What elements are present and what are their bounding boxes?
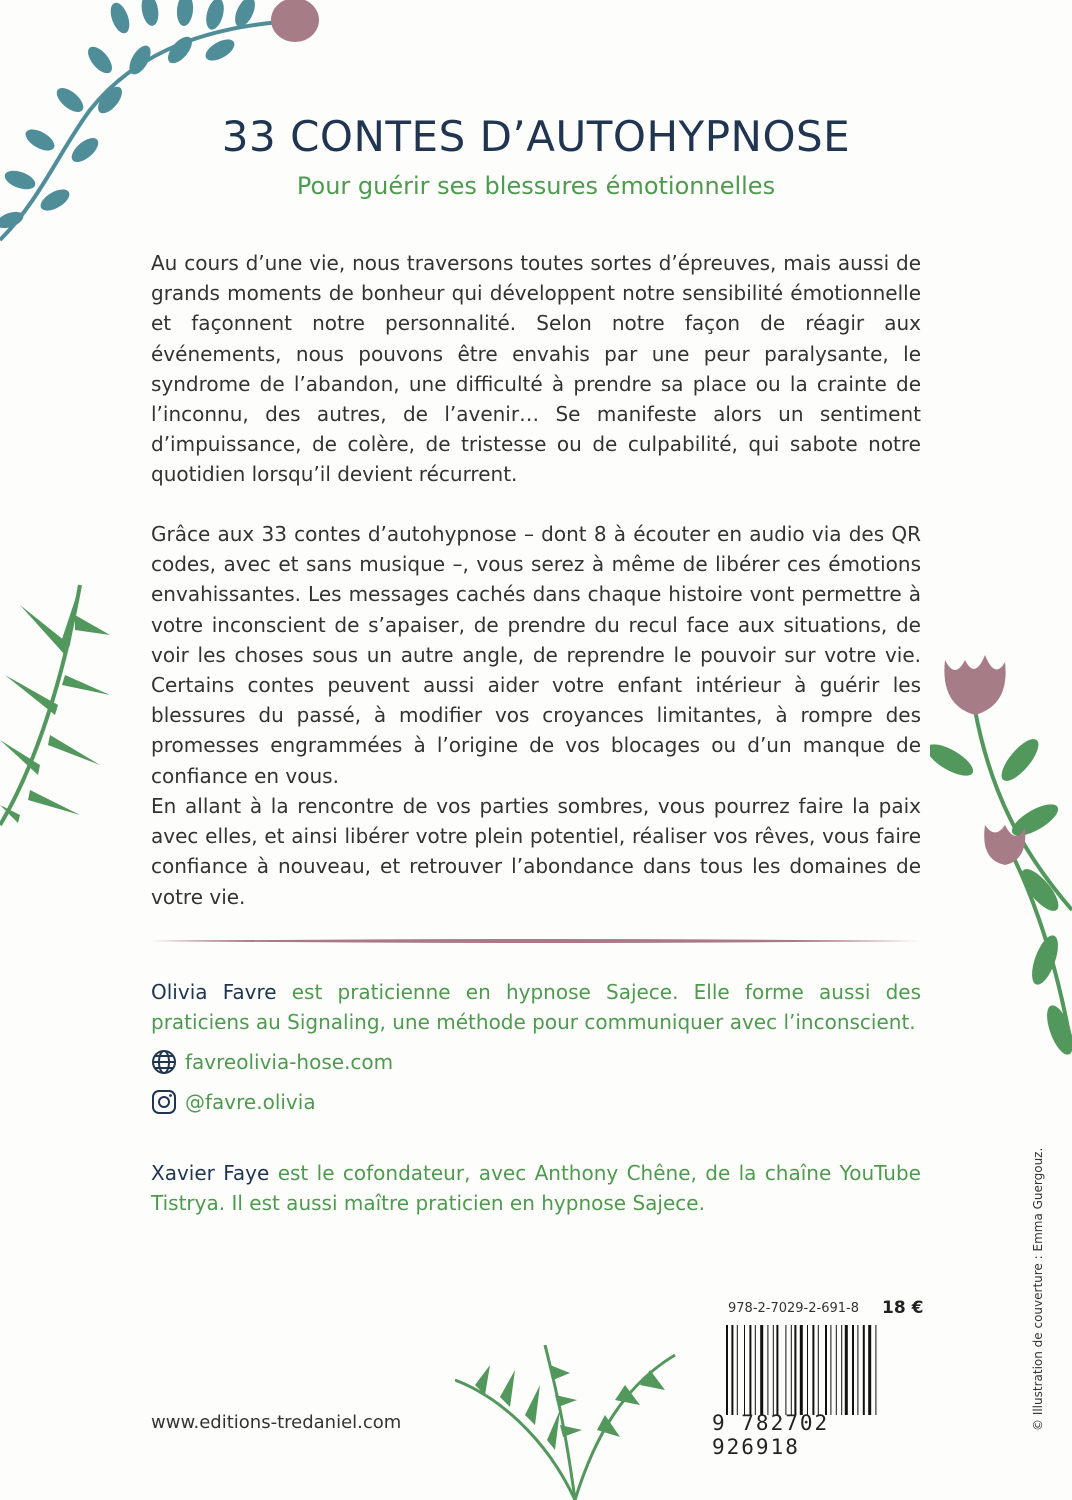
barcode-bar [836,1325,837,1415]
author-name: Xavier Faye [151,1161,270,1185]
barcode [726,1325,922,1415]
illustration-credit: © Illustration de couverture : Emma Guergouz. [1031,1147,1045,1431]
book-subtitle: Pour guérir ses blessures émotionnelles [296,172,776,200]
website-text: favreolivia-hose.com [185,1050,394,1074]
barcode-bar [830,1325,831,1415]
author-website-link[interactable] [151,1047,393,1077]
barcode-bar [785,1325,786,1415]
barcode-bar [755,1325,756,1415]
barcode-bar [791,1325,792,1415]
price-label: 18 € [882,1298,924,1318]
author-bio [151,977,921,1037]
author-name: Olivia Favre [151,980,277,1004]
globe-icon [151,1049,177,1075]
fern-fan-illustration [455,1345,695,1500]
author-bio-text: est le cofondateur, avec Anthony Chêne, de la chaîne YouTube Tistrya. Il est aussi maître praticien en hypnose Sajece. [151,1161,921,1216]
book-title: 33 CONTES D’AUTOHYPNOSE [221,112,851,161]
isbn-number: 978-2-7029-2-691-8 [728,1301,859,1316]
barcode-bar [818,1325,819,1415]
barcode-bar [773,1325,774,1415]
barcode-bar [841,1325,842,1415]
barcode-bar [857,1325,858,1415]
barcode-bar [868,1325,871,1415]
barcode-bar [812,1325,814,1415]
barcode-bar [760,1325,763,1415]
instagram-icon [151,1089,177,1115]
barcode-bar [800,1325,803,1415]
description-paragraph: En allant à la rencontre de vos parties sombres, vous pourrez faire la paix avec elles, et ainsi libérer votre plein potentiel, réaliser vos rêves, vous faire confiance à nouveau, et retrouver l’abondance dans tous les domaines de votre vie. [151,794,921,909]
barcode-bar [737,1325,738,1415]
barcode-bar [731,1325,733,1415]
flower-vine-illustration [930,650,1072,1070]
author-bio-text: est praticienne en hypnose Sajece. Elle forme aussi des praticiens au Signaling, une méthode pour communiquer avec l’inconscient. [151,980,921,1035]
barcode-bar [825,1325,827,1415]
author-bio [151,1158,921,1218]
section-divider [150,938,920,944]
barcode-bar [744,1325,745,1415]
author-instagram-link[interactable] [151,1087,316,1117]
publisher-website[interactable]: www.editions-tredaniel.com [151,1412,402,1433]
barcode-bar [845,1325,848,1415]
barcode-bar [852,1325,854,1415]
barcode-bar [767,1325,768,1415]
barcode-bar [726,1325,728,1415]
palm-leaf-illustration [0,575,120,845]
barcode-bar [794,1325,796,1415]
barcode-bar [863,1325,865,1415]
description-paragraph: Grâce aux 33 contes d’autohypnose – dont 8 à écouter en audio via des QR codes, avec et sans musique –, vous serez à même de libérer ces émotions envahissantes. Les messages cachés dans chaque histoire vont permettre à votre inconscient de s’apaiser, de prendre du recul face aux situations, de voir les choses sous un autre angle, de reprendre le pouvoir sur votre vie. Certains contes peuvent aussi aider votre enfant intérieur à guérir les blessures du passé, à modifier vos croyances limitantes, à rompre des promesses engrammées à l’origine de vos blocages ou d’un manque de confiance en vous. [151,522,921,788]
barcode-bar [749,1325,751,1415]
barcode-bar [875,1325,876,1415]
barcode-bar [807,1325,808,1415]
description-paragraph: Au cours d’une vie, nous traversons toutes sortes d’épreuves, mais aussi de grands moments de bonheur qui développent notre sensibilité émotionnelle et façonnent notre personnalité. Selon notre façon de réagir aux événements, nous pouvons être envahis par une peur paralysante, le syndrome de l’abandon, une difficulté à prendre sa place ou la crainte de l’inconnu, des autres, de l’avenir… Se manifeste alors un sentiment d’impuissance, de colère, de tristesse ou de culpabilité, qui sabote notre quotidien lorsqu’il devient récurrent. [151,251,921,487]
barcode-bar [776,1325,778,1415]
barcode-digits: 9 782702 926918 [712,1411,830,1459]
instagram-handle: @favre.olivia [185,1090,316,1114]
